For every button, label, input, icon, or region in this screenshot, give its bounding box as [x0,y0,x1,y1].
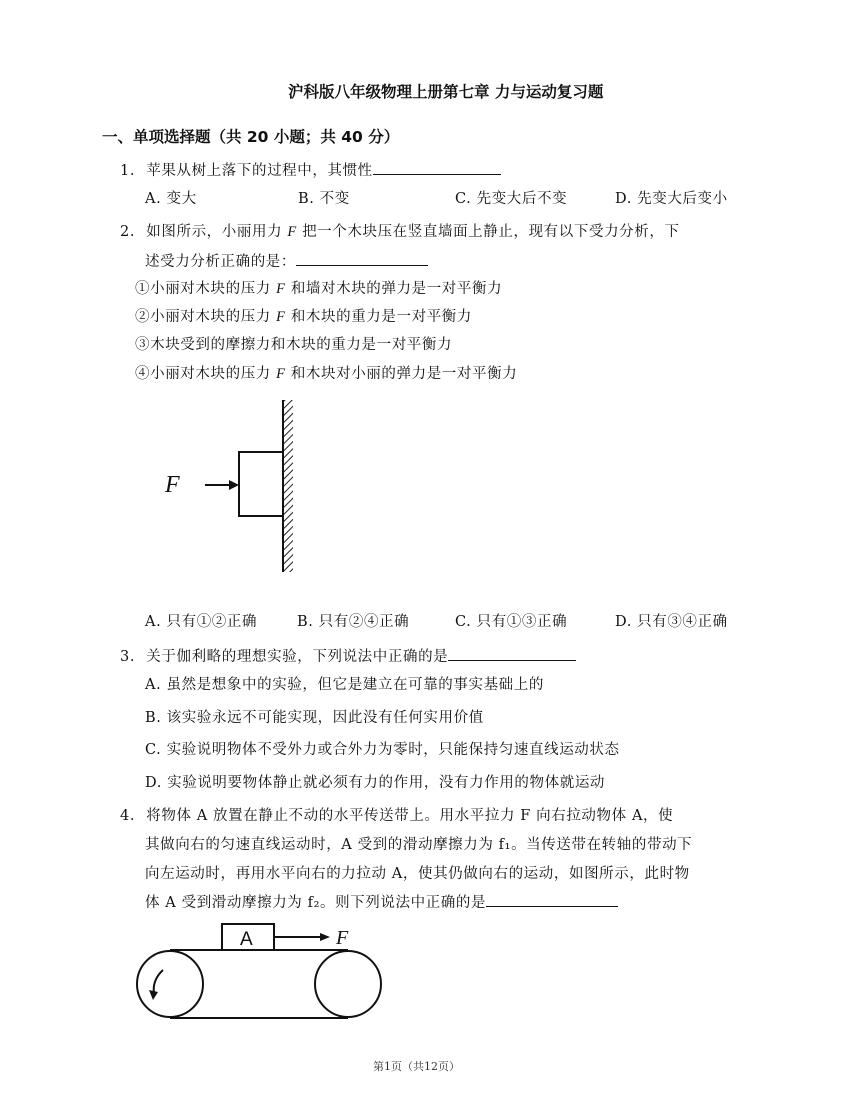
force-symbol: F [287,224,297,240]
question-text: 把一个木块压在竖直墙面上静止，现有以下受力分析，下 [302,224,680,240]
answer-blank[interactable] [296,250,428,266]
wooden-block [239,452,283,516]
question-4-line-3: 向左运动时，再用水平向右的力拉动 A，使其仍做向右的运动，如图所示，此时物 [145,866,690,882]
question-2-line-2 [145,250,428,271]
q3-option-a[interactable]: A. 虽然是想象中的实验，但它是建立在可靠的事实基础上的 [145,677,544,693]
answer-blank[interactable] [448,645,576,661]
q1-option-b[interactable]: B. 不变 [298,191,350,207]
statement-text: ②小丽对木块的压力 [135,309,271,325]
force-symbol: F [276,309,286,325]
q1-option-c[interactable]: C. 先变大后不变 [455,191,568,207]
q3-option-c[interactable]: C. 实验说明物体不受外力或合外力为零时，只能保持匀速直线运动状态 [145,742,620,758]
q2-option-b[interactable]: B. 只有②④正确 [297,614,410,630]
q1-option-a[interactable]: A. 变大 [145,191,197,207]
question-text: 关于伽利略的理想实验，下列说法中正确的是 [146,649,449,665]
statement-text: ④小丽对木块的压力 [135,366,271,382]
question-text: 将物体 A 放置在静止不动的水平传送带上。用水平拉力 F 向右拉动物体 A，使 [146,808,674,824]
question-text: 苹果从树上落下的过程中，其惯性 [146,163,373,179]
left-roller [137,951,203,1017]
force-symbol: F [276,366,286,382]
statement-text: 和木块对小丽的弹力是一对平衡力 [290,366,518,382]
statement-text: 和墙对木块的弹力是一对平衡力 [290,281,503,297]
question-number: 4. [120,808,136,824]
conveyor-figure [130,922,390,1022]
page-footer: 第1页（共12页） [373,1060,460,1073]
question-2 [120,220,680,241]
q3-option-d[interactable]: D. 实验说明要物体静止就必须有力的作用，没有力作用的物体就运动 [145,775,606,791]
statement-text: ①小丽对木块的压力 [135,281,271,297]
wall-block-figure [155,395,315,580]
question-text: 如图所示，小丽用力 [146,224,283,240]
question-1 [120,159,501,180]
force-symbol: F [276,281,286,297]
question-3 [120,645,576,666]
page-title: 沪科版八年级物理上册第七章 力与运动复习题 [288,83,604,101]
pull-force-label: F [336,927,349,949]
q2-option-c[interactable]: C. 只有①③正确 [455,614,568,630]
q2-option-a[interactable]: A. 只有①②正确 [145,614,258,630]
question-number: 3. [120,649,136,665]
question-text: 体 A 受到滑动摩擦力为 f₂。则下列说法中正确的是 [145,895,487,911]
q1-option-d[interactable]: D. 先变大后变小 [615,191,728,207]
force-label: F [165,472,180,498]
statement-2 [135,305,472,326]
answer-blank[interactable] [486,891,618,907]
statement-3 [135,333,452,354]
wall-hatching [283,400,293,572]
q2-option-d[interactable]: D. 只有③④正确 [615,614,728,630]
question-number: 1. [120,163,136,179]
statement-text: 和木块的重力是一对平衡力 [290,309,473,325]
question-number: 2. [120,224,136,240]
statement-1 [135,277,502,298]
force-arrow-head [229,480,239,490]
pull-force-arrow-head [320,933,330,941]
statement-4 [135,362,517,383]
question-4 [120,804,673,825]
right-roller [315,951,381,1017]
block-a-label: A [240,929,253,950]
question-4-line-2: 其做向右的匀速直线运动时，A 受到的滑动摩擦力为 f₁。当传送带在转轴的带动下 [145,837,693,853]
question-4-line-4 [145,891,618,912]
question-text: 述受力分析正确的是： [145,254,296,270]
statement-text: ③木块受到的摩擦力和木块的重力是一对平衡力 [135,337,453,353]
answer-blank[interactable] [373,159,501,175]
section-heading: 一、单项选择题（共 20 小题；共 40 分） [102,128,400,146]
q3-option-b[interactable]: B. 该实验永远不可能实现，因此没有任何实用价值 [145,710,484,726]
